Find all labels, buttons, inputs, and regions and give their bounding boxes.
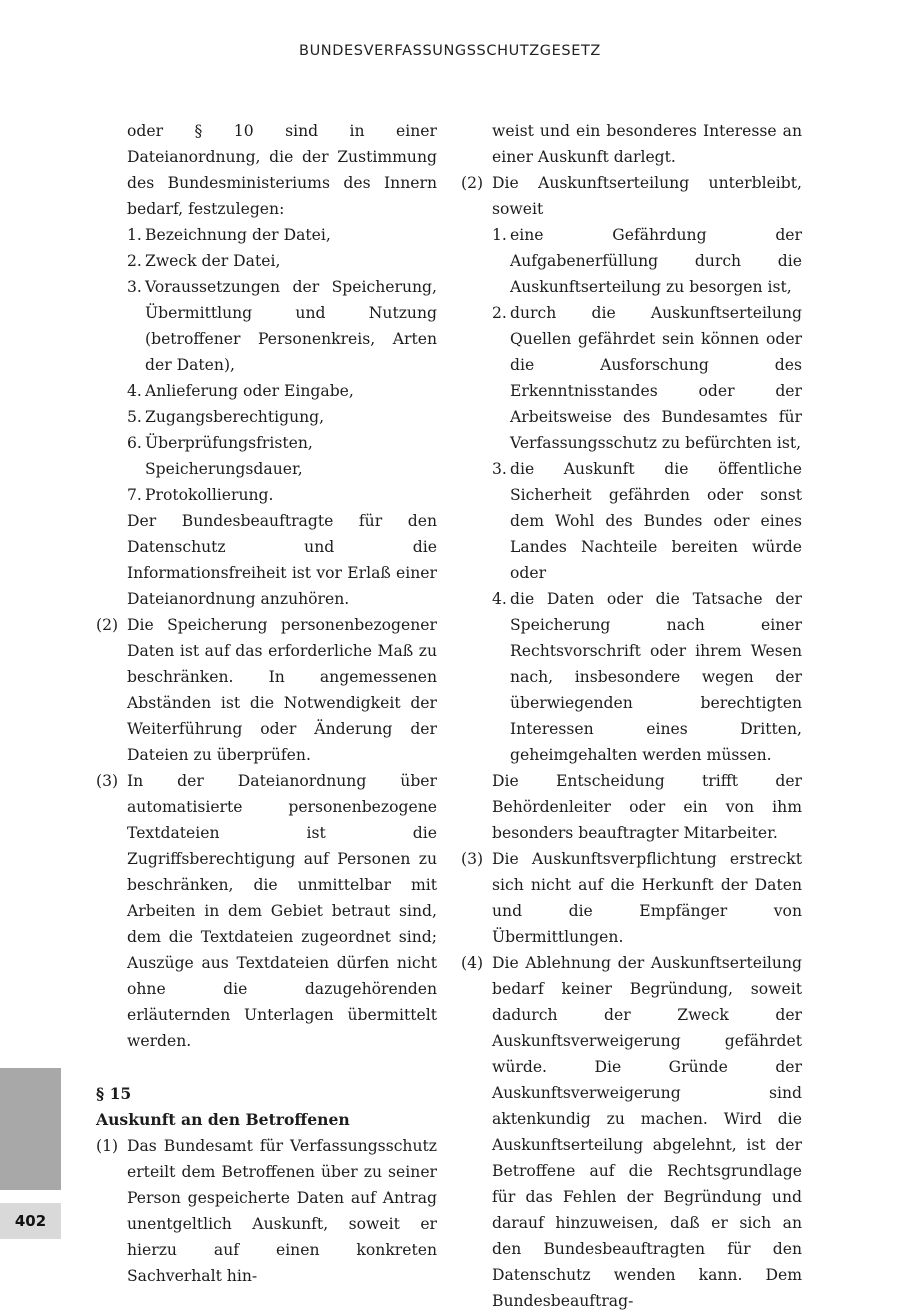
subsection-text: Die Auskunftsverpflichtung erstreckt sich nicht auf die Herkunft der Daten und die Empfänger von Übermittlungen. xyxy=(492,850,802,946)
subsection-text: Die Auskunftserteilung unterbleibt, soweit xyxy=(492,174,802,218)
list-item xyxy=(492,586,802,768)
list-item xyxy=(127,482,437,508)
list-item xyxy=(127,248,437,274)
list-number: 6. xyxy=(127,434,142,452)
subsection-number: (1) xyxy=(96,1137,119,1155)
chapter-thumb-tab xyxy=(0,1068,61,1190)
subsection-text: In der Dateianordnung über automatisierte personenbezogene Textdateien ist die Zugriffsberechtigung auf Personen zu beschränken, die unmittelbar mit Arbeiten in dem Gebiet betraut sind, dem die Textdateien zugeordnet sind; Auszüge aus Textdateien dürfen nicht ohne die dazugehörenden erläuternden Unterlagen übermittelt werden. xyxy=(127,772,437,1050)
list-item xyxy=(492,456,802,586)
file-order-list xyxy=(96,222,437,508)
subsection-4 xyxy=(461,950,802,1314)
continued-paragraph: weist und ein besonderes Interesse an einer Auskunft darlegt. xyxy=(492,122,802,166)
list-number: 2. xyxy=(127,252,142,270)
list-text: Anlieferung oder Eingabe, xyxy=(145,382,354,400)
subsection-number: (2) xyxy=(461,174,484,192)
left-column xyxy=(96,118,437,1289)
list-item xyxy=(127,430,437,482)
list-number: 7. xyxy=(127,486,142,504)
list-number: 2. xyxy=(492,304,507,322)
after-list-paragraph: Die Entscheidung trifft der Behördenleiter oder ein von ihm besonders beauftragter Mitarbeiter. xyxy=(492,772,802,842)
list-number: 5. xyxy=(127,408,142,426)
list-number: 4. xyxy=(492,590,507,608)
list-text: Bezeichnung der Datei, xyxy=(145,226,331,244)
subsection-text: Das Bundesamt für Verfassungsschutz erteilt dem Betroffenen über zu seiner Person gespeicherte Daten auf Antrag unentgeltlich Auskunft, soweit er hierzu auf einen konkreten Sachverhalt hin- xyxy=(127,1137,437,1285)
list-item xyxy=(127,404,437,430)
subsection-number: (2) xyxy=(96,616,119,634)
subsection-2 xyxy=(461,170,802,222)
list-text: Zugangsberechtigung, xyxy=(145,408,325,426)
list-number: 3. xyxy=(492,460,507,478)
refusal-reasons-list xyxy=(461,222,802,768)
subsection-number: (4) xyxy=(461,954,484,972)
list-text: Protokollierung. xyxy=(145,486,274,504)
subsection-text: Die Ablehnung der Auskunftserteilung bedarf keiner Begründung, soweit dadurch der Zweck der Auskunftsverweigerung gefährdet würde. Die Gründe der Auskunftsverweigerung sind aktenkundig zu machen. Wird die Auskunftserteilung abgelehnt, ist der Betroffene auf die Rechtsgrundlage für das Fehlen der Begründung und darauf hinzuweisen, daß er sich an den Bundesbeauftragten für den Datenschutz wenden kann. Dem Bundesbeauftrag- xyxy=(492,954,802,1310)
subsection-3 xyxy=(96,768,437,1054)
subsection-3 xyxy=(461,846,802,950)
list-number: 3. xyxy=(127,278,142,296)
list-text: Voraussetzungen der Speicherung, Übermittlung und Nutzung (betroffener Personenkreis, Arten der Daten), xyxy=(145,278,437,374)
list-number: 1. xyxy=(127,226,142,244)
after-list-paragraph: Der Bundesbeauftragte für den Datenschutz und die Informationsfreiheit ist vor Erlaß einer Dateianordnung anzuhören. xyxy=(127,512,437,608)
list-text: eine Gefährdung der Aufgabenerfüllung durch die Auskunftserteilung zu besorgen ist, xyxy=(510,226,802,296)
list-item xyxy=(127,274,437,378)
list-text: Zweck der Datei, xyxy=(145,252,281,270)
list-item xyxy=(127,222,437,248)
subsection-number: (3) xyxy=(461,850,484,868)
list-text: die Daten oder die Tatsache der Speicherung nach einer Rechtsvorschrift oder ihrem Wesen nach, insbesondere wegen der überwiegenden berechtigten Interessen eines Dritten, geheimgehalten werden müssen. xyxy=(510,590,802,764)
subsection-text: Die Speicherung personenbezogener Daten ist auf das erforderliche Maß zu beschränken. In angemessenen Abständen ist die Notwendigkeit der Weiterführung oder Änderung der Dateien zu überprüfen. xyxy=(127,616,437,764)
right-column xyxy=(461,118,802,1314)
page-number: 402 xyxy=(0,1203,61,1239)
subsection-1 xyxy=(96,1133,437,1289)
list-text: Überprüfungsfristen, Speicherungsdauer, xyxy=(145,434,313,478)
section-spacer xyxy=(96,1054,437,1081)
list-number: 4. xyxy=(127,382,142,400)
intro-paragraph: oder § 10 sind in einer Dateianordnung, die der Zustimmung des Bundesministeriums des Innern bedarf, festzulegen: xyxy=(127,122,437,218)
list-item xyxy=(492,222,802,300)
list-item xyxy=(127,378,437,404)
list-text: durch die Auskunftserteilung Quellen gefährdet sein können oder die Ausforschung des Erkenntnisstandes oder der Arbeitsweise des Bundesamtes für Verfassungsschutz zu befürchten ist, xyxy=(510,304,802,452)
section-title: Auskunft an den Betroffenen xyxy=(96,1110,350,1129)
subsection-2 xyxy=(96,612,437,768)
running-header: BUNDESVERFASSUNGSSCHUTZGESETZ xyxy=(299,43,601,59)
list-number: 1. xyxy=(492,226,507,244)
subsection-number: (3) xyxy=(96,772,119,790)
list-item xyxy=(492,300,802,456)
list-text: die Auskunft die öffentliche Sicherheit gefährden oder sonst dem Wohl des Bundes oder eines Landes Nachteile bereiten würde oder xyxy=(510,460,802,582)
section-number: § 15 xyxy=(96,1084,132,1103)
